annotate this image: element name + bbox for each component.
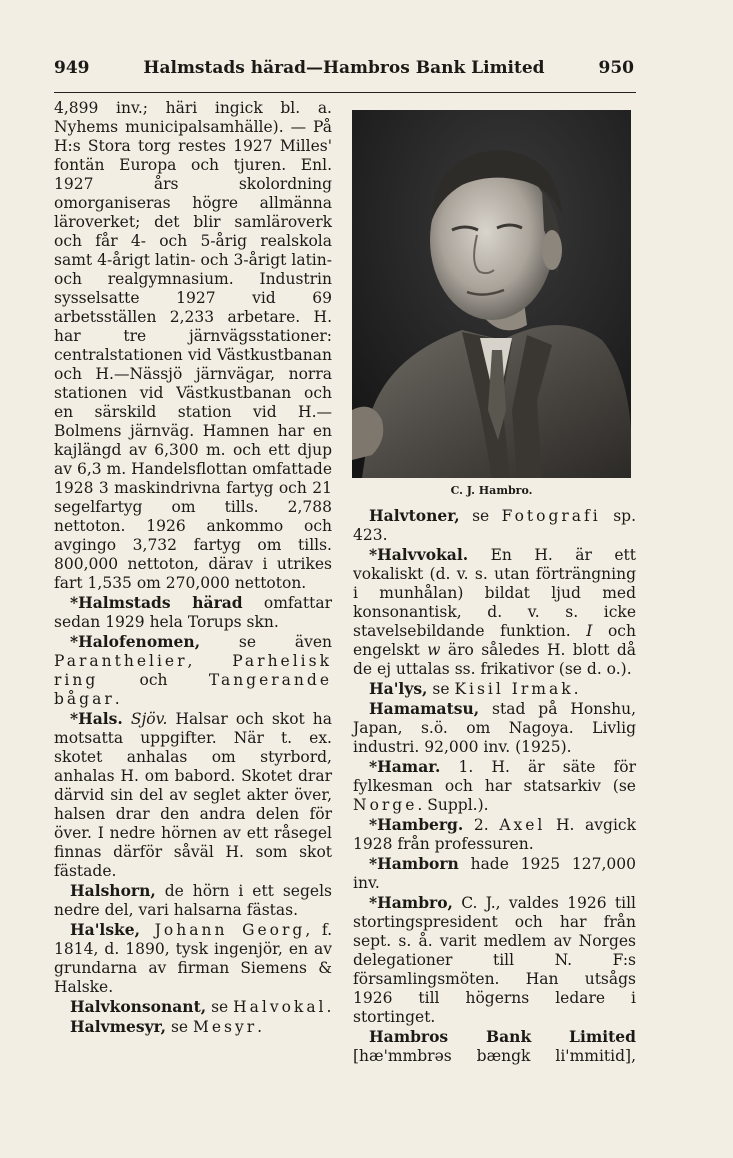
entry-halmstads-harad: *Halmstads härad omfattar sedan 1929 hela Torups skn. xyxy=(54,593,332,631)
headword: Halvtoner, xyxy=(369,506,460,525)
left-column xyxy=(54,99,332,1037)
headword: *Hamberg. xyxy=(369,815,464,834)
portrait-photo xyxy=(352,110,631,478)
cross-reference: Parhelisk ring xyxy=(54,652,332,689)
entry-hamamatsu: Hamamatsu, stad på Honshu, Japan, s.ö. om Nagoya. Livlig industri. 92,000 inv. (1925). xyxy=(353,699,636,756)
cross-reference: Norge xyxy=(353,796,418,814)
field-label: Sjöv. xyxy=(122,710,168,728)
headword: Halvkonsonant, xyxy=(70,997,207,1016)
page-header xyxy=(54,58,634,84)
entry-halvvokal: *Halvvokal. En H. är ett vokaliskt (d. v. s. utan förträngning i munhålan) bildat ljud med konsonantisk, d. v. s. icke stavelsebildande funktion. I och engelskt w äro således H. blott då de ej uttalas ss. frikativor (se d. o.). xyxy=(353,545,636,678)
person-name: Johann Georg xyxy=(140,921,306,939)
portrait-illustration xyxy=(352,110,631,478)
cross-reference: Paranthelier xyxy=(54,652,188,670)
entry-hambro: *Hambro, C. J., valdes 1926 till stortingspresident och har från sept. s. å. varit medlem av Norges delegationer till N. F:s församlingsmöten. Han utsågs 1926 till högerns ledare i stortinget. xyxy=(353,893,636,1026)
page-number-right: 950 xyxy=(598,58,634,78)
entry-hamar: *Hamar. 1. H. är säte för fylkesman och har statsarkiv (se Norge. Suppl.). xyxy=(353,757,636,814)
headword: *Hamborn xyxy=(369,854,459,873)
headword: *Hamar. xyxy=(369,757,441,776)
headword: Ha'lys, xyxy=(369,679,428,698)
pronunciation: [hæ'mmbrəs bængk li'mmitid], xyxy=(353,1047,636,1065)
entry-halvmesyr: Halvmesyr, se Mesyr. xyxy=(70,1017,263,1036)
entry-hamberg: *Hamberg. 2. Axel H. avgick 1928 från professuren. xyxy=(353,815,636,853)
entry-continuation: 4,899 inv.; häri ingick bl. a. Nyhems municipalsamhälle). — På H:s Stora torg restes 1927 Milles' fontän Europa och tjuren. Enl. 1927 års skolordning omorganiseras högre allmänna läroverket; det blir samläroverk och får 4- och 5-årig realskola samt 4-årigt latin- och 3-årigt latin- och realgymnasium. Industrin sysselsatte 1927 vid 69 arbetsställen 2,233 arbetare. H. har tre järnvägsstationer: centralstationen vid Västkustbanan och H.—Nässjö järnvägar, norra stationen vid Västkustbanan och en särskild station vid H.—Bolmens järnväg. Hamnen har en kajlängd av 6,300 m. och ett djup av 6,3 m. Handelsflottan omfattade 1928 3 maskindrivna fartyg och 21 segelfartyg om tills. 2,788 nettoton. 1926 ankommo och avgingo 3,732 fartyg om tills. 800,000 nettoton, därav i utrikes fart 1,535 om 270,000 nettoton. xyxy=(54,99,332,592)
headword: *Halmstads härad xyxy=(70,593,243,612)
entry-hals: *Hals. Sjöv. Halsar och skot ha motsatta uppgifter. När t. ex. skotet anhalas om styrbord, anhalas H. om babord. Skotet drar därvid sin del av seglet akter över, halsen drar den andra delen för över. I nedre hörnen av ett råsegel finnas därför såväl H. som skot fästade. xyxy=(54,709,333,880)
right-column xyxy=(353,506,636,1066)
cross-reference: Mesyr xyxy=(193,1018,258,1036)
headword: *Hals. xyxy=(70,709,123,728)
entry-halofenomen: *Halofenomen, se även Paranthelier, Parhelisk ring och Tangerande bågar. xyxy=(54,632,332,708)
page-number-left: 949 xyxy=(54,58,90,78)
running-title: Halmstads härad—Hambros Bank Limited xyxy=(143,58,545,78)
entry-halske: Ha'lske, Johann Georg, f. 1814, d. 1890, tysk ingenjör, en av grundarna av firman Siemens & Halske. xyxy=(54,920,333,996)
headword: *Hambro, xyxy=(369,893,453,912)
cross-reference: Kisil Irmak xyxy=(454,680,574,698)
entry-halys: Ha'lys, se Kisil Irmak. xyxy=(369,679,579,698)
headword: *Halofenomen, xyxy=(70,632,201,651)
cross-reference: Tangerande bågar xyxy=(54,671,332,708)
cross-reference: Fotografi xyxy=(501,507,601,525)
cross-reference: Halvokal xyxy=(233,998,327,1016)
headword: *Halvvokal. xyxy=(369,545,469,564)
headword: Hamamatsu, xyxy=(369,699,480,718)
header-rule xyxy=(54,92,636,93)
entry-hamborn: *Hamborn hade 1925 127,000 inv. xyxy=(353,854,636,892)
headword: Hambros Bank Limited xyxy=(369,1027,636,1046)
entry-halvkonsonant: Halvkonsonant, se Halvokal. xyxy=(70,997,332,1016)
photo-caption: C. J. Hambro. xyxy=(450,484,533,497)
headword: Halvmesyr, xyxy=(70,1017,167,1036)
headword: Ha'lske, xyxy=(70,920,141,939)
headword: Halshorn, xyxy=(70,881,156,900)
person-name: Axel xyxy=(499,816,546,834)
entry-halshorn: Halshorn, de hörn i ett segels nedre del, vari halsarna fästas. xyxy=(54,881,332,919)
entry-halvtoner: Halvtoner, se Fotografi sp. 423. xyxy=(353,506,636,544)
entry-hambros-bank xyxy=(353,1027,636,1047)
